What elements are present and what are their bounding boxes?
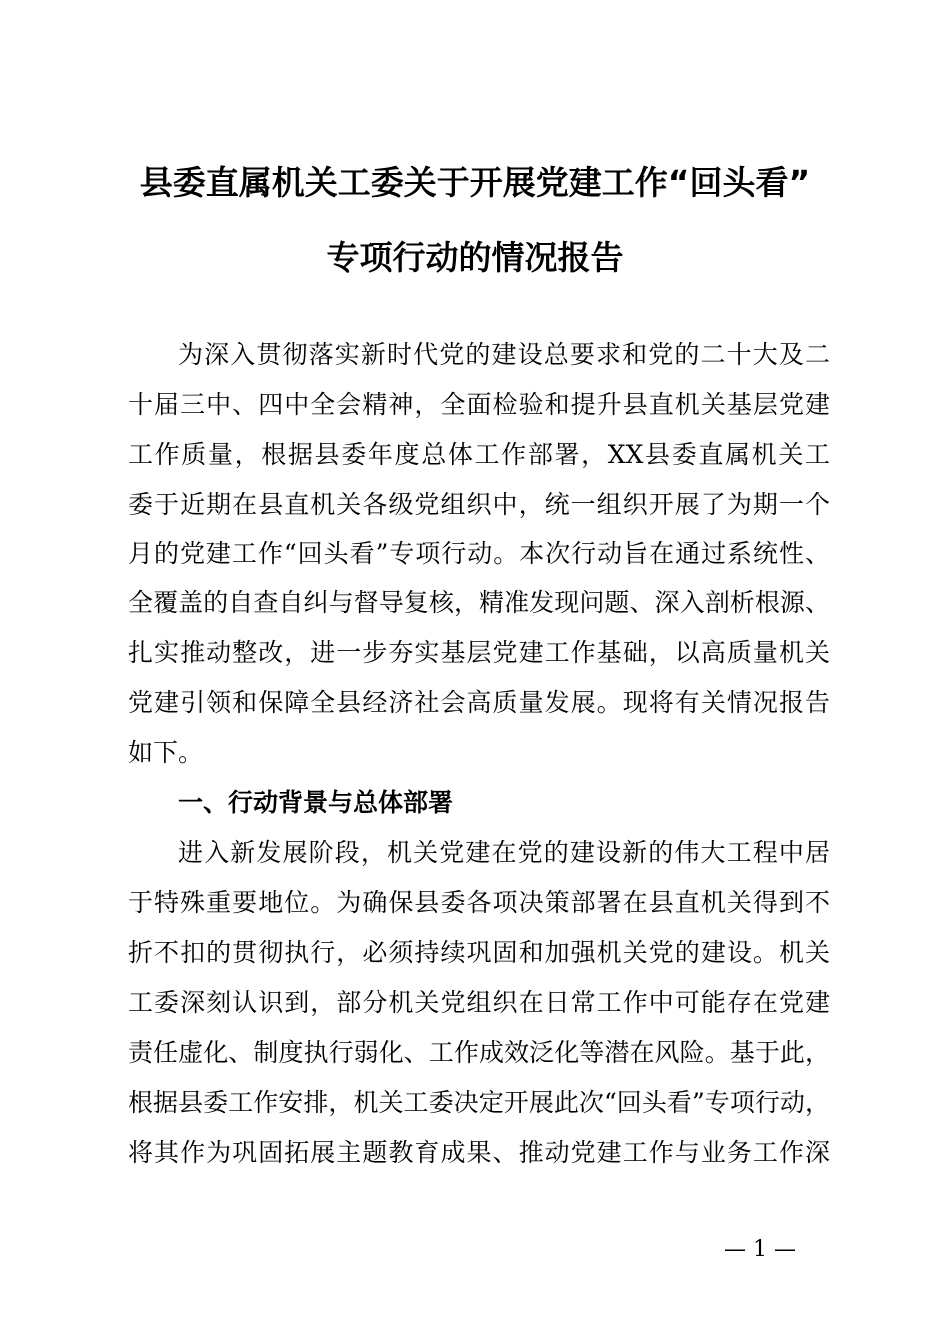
text-line: 根据县委工作安排，机关工委决定开展此次“回头看”专项行动， [128,1088,830,1117]
text-line: 全覆盖的自查自纠与督导复核，精准发现问题、深入剖析根源、 [128,588,830,617]
text-line: 委于近期在县直机关各级党组织中，统一组织开展了为期一个 [128,490,830,519]
text-line: 进入新发展阶段，机关党建在党的建设新的伟大工程中居 [178,838,830,867]
document-title-line-2: 专项行动的情况报告 [326,238,624,277]
text-line: 如下。 [128,738,204,767]
text-line: 于特殊重要地位。为确保县委各项决策部署在县直机关得到不 [128,888,830,917]
text-line: 工委深刻认识到，部分机关党组织在日常工作中可能存在党建 [128,988,830,1017]
text-line: 责任虚化、制度执行弱化、工作成效泛化等潜在风险。基于此， [128,1038,830,1067]
text-line: 工作质量，根据县委年度总体工作部署，XX县委直属机关工 [128,440,830,469]
text-line: 折不扣的贯彻执行，必须持续巩固和加强机关党的建设。机关 [128,938,830,967]
text-line: 月的党建工作“回头看”专项行动。本次行动旨在通过系统性、 [128,539,830,568]
text-line: 扎实推动整改，进一步夯实基层党建工作基础，以高质量机关 [128,638,830,667]
section-heading: 一、行动背景与总体部署 [178,788,454,817]
text-line: 为深入贯彻落实新时代党的建设总要求和党的二十大及二 [178,340,830,369]
text-line: 党建引领和保障全县经济社会高质量发展。现将有关情况报告 [128,688,830,717]
document-title-line-1: 县委直属机关工委关于开展党建工作“回头看” [139,163,811,202]
text-line: 将其作为巩固拓展主题教育成果、推动党建工作与业务工作深 [128,1138,830,1167]
page-number: — 1 — [724,1237,796,1262]
text-line: 十届三中、四中全会精神，全面检验和提升县直机关基层党建 [128,390,830,419]
